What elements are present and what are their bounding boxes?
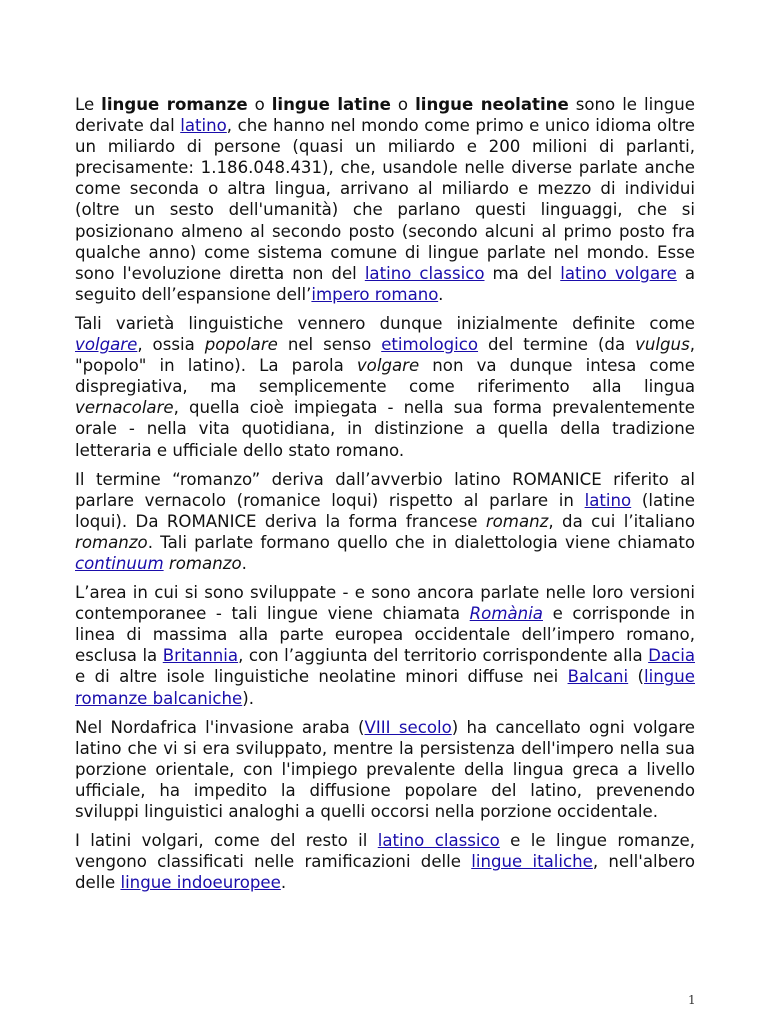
text-run: sono le lingue derivate dal [75, 95, 696, 136]
text-run: L’area in cui si sono sviluppate - e sono ancora parlate nelle loro versioni contemporanee - tali lingue viene chiamata [75, 583, 695, 624]
wiki-link[interactable]: lingue italiche [471, 852, 593, 872]
wiki-link[interactable]: latino classico [364, 263, 485, 283]
wiki-link[interactable]: Romània [469, 604, 543, 624]
text-run: e corrisponde in linea di massima alla parte europea occidentale dell’impero romano, esclusa la [75, 604, 695, 666]
italic-term: romanzo [75, 532, 148, 552]
wiki-link[interactable]: latino [584, 490, 632, 510]
italic-term: romanzo [168, 553, 242, 573]
wiki-link[interactable]: lingue indoeuropee [120, 873, 281, 893]
document-body [75, 94, 695, 901]
text-run: o [247, 95, 272, 114]
text-run: , che hanno nel mondo come primo e unico idioma oltre un miliardo di persone (quasi un miliardo e 200 milioni di parlanti, precisamente: 1.186.048.431), che, usandole nelle diverse parlate anche come seconda o altra lingua, arrivano al miliardo e mezzo di individui (oltre un sesto dell'umanità) che parlano questi linguaggi, che si posizionano almeno al secondo posto (secondo alcuni al primo posto fra qualche anno) come sistema comune di lingue parlate nel mondo. Esse sono l'evoluzione diretta non del [75, 116, 695, 283]
wiki-link[interactable]: impero romano [311, 284, 439, 304]
wiki-link[interactable]: Britannia [162, 646, 239, 666]
text-run: , quella cioè impiegata - nella sua forma prevalentemente orale - nella vita quotidiana, in distinzione a quella della tradizione letteraria e ufficiale dello stato romano. [75, 398, 695, 460]
paragraph-2 [75, 313, 695, 461]
text-run: , con l’aggiunta del territorio corrispondente alla [238, 646, 649, 666]
text-run: I latini volgari, come del resto il [75, 831, 378, 851]
italic-term: vulgus [635, 335, 690, 355]
text-run: . Tali parlate formano quello che in dialettologia viene chiamato [147, 532, 695, 552]
bold-term: lingue romanze [101, 95, 248, 114]
wiki-link[interactable]: Balcani [567, 667, 629, 687]
wiki-link[interactable]: lingue romanze balcaniche [75, 667, 696, 708]
wiki-link[interactable]: continuum [75, 553, 164, 573]
wiki-link[interactable]: volgare [75, 335, 138, 355]
bold-term: lingue neolatine [415, 95, 569, 114]
text-run: . [280, 873, 287, 893]
text-run: . [438, 284, 444, 304]
text-run: del termine (da [478, 335, 636, 355]
wiki-link[interactable]: latino classico [377, 831, 500, 851]
text-run: ma del [484, 263, 561, 283]
text-run: , nell'albero delle [75, 852, 695, 893]
text-run: a seguito dell’espansione dell’ [75, 263, 695, 304]
italic-term: volgare [356, 356, 420, 376]
wiki-link[interactable]: VIII secolo [364, 717, 452, 737]
text-run: , "popolo" in latino). La parola [75, 335, 696, 376]
text-run: nel senso [277, 335, 382, 355]
text-run: ) ha cancellato ogni volgare latino che vi si era sviluppato, mentre la persistenza dell'impero nella sua porzione orientale, con l'impiego prevalente della lingua greca a livello ufficiale, ha impedito la diffusione popolare del latino, prevenendo sviluppi linguistici analoghi a quelli occorsi nella porzione occidentale. [75, 717, 696, 821]
text-run: e le lingue romanze, vengono classificati nelle ramificazioni delle [75, 831, 695, 872]
italic-term: popolare [204, 335, 278, 355]
text-run: ( [628, 667, 645, 687]
wiki-link[interactable]: etimologico [381, 335, 479, 355]
italic-term: vernacolare [75, 398, 174, 418]
text-run: Tali varietà linguistiche vennero dunque inizialmente definite come [75, 313, 695, 333]
wiki-link[interactable]: latino volgare [560, 263, 677, 283]
paragraph-6 [75, 830, 695, 893]
italic-term: romanz [485, 511, 549, 531]
text-run: Le [75, 95, 102, 114]
text-run: non va dunque intesa come dispregiativa, ma semplicemente come riferimento alla lingua [75, 356, 696, 397]
page-number: 1 [688, 993, 696, 1007]
text-run: o [390, 95, 416, 114]
paragraph-3 [75, 469, 695, 574]
paragraph-5 [75, 717, 695, 822]
paragraph-4 [75, 582, 695, 709]
text-run: (latine loqui). Da ROMANICE deriva la forma francese [75, 490, 695, 531]
text-run: e di altre isole linguistiche neolatine minori diffuse nei [75, 667, 568, 687]
wiki-link[interactable]: latino [180, 116, 227, 136]
paragraph-1 [75, 94, 695, 305]
bold-term: lingue latine [271, 95, 391, 114]
text-run: . [241, 553, 247, 573]
text-run: , ossia [137, 335, 205, 355]
text-run: Nel Nordafrica l'invasione araba ( [75, 717, 365, 737]
text-run: ). [242, 688, 254, 708]
wiki-link[interactable]: Dacia [648, 646, 695, 666]
text-run: , da cui l’italiano [548, 511, 696, 531]
text-run: Il termine “romanzo” deriva dall’avverbio latino ROMANICE riferito al parlare vernacolo (romanice loqui) rispetto al parlare in [75, 469, 695, 510]
